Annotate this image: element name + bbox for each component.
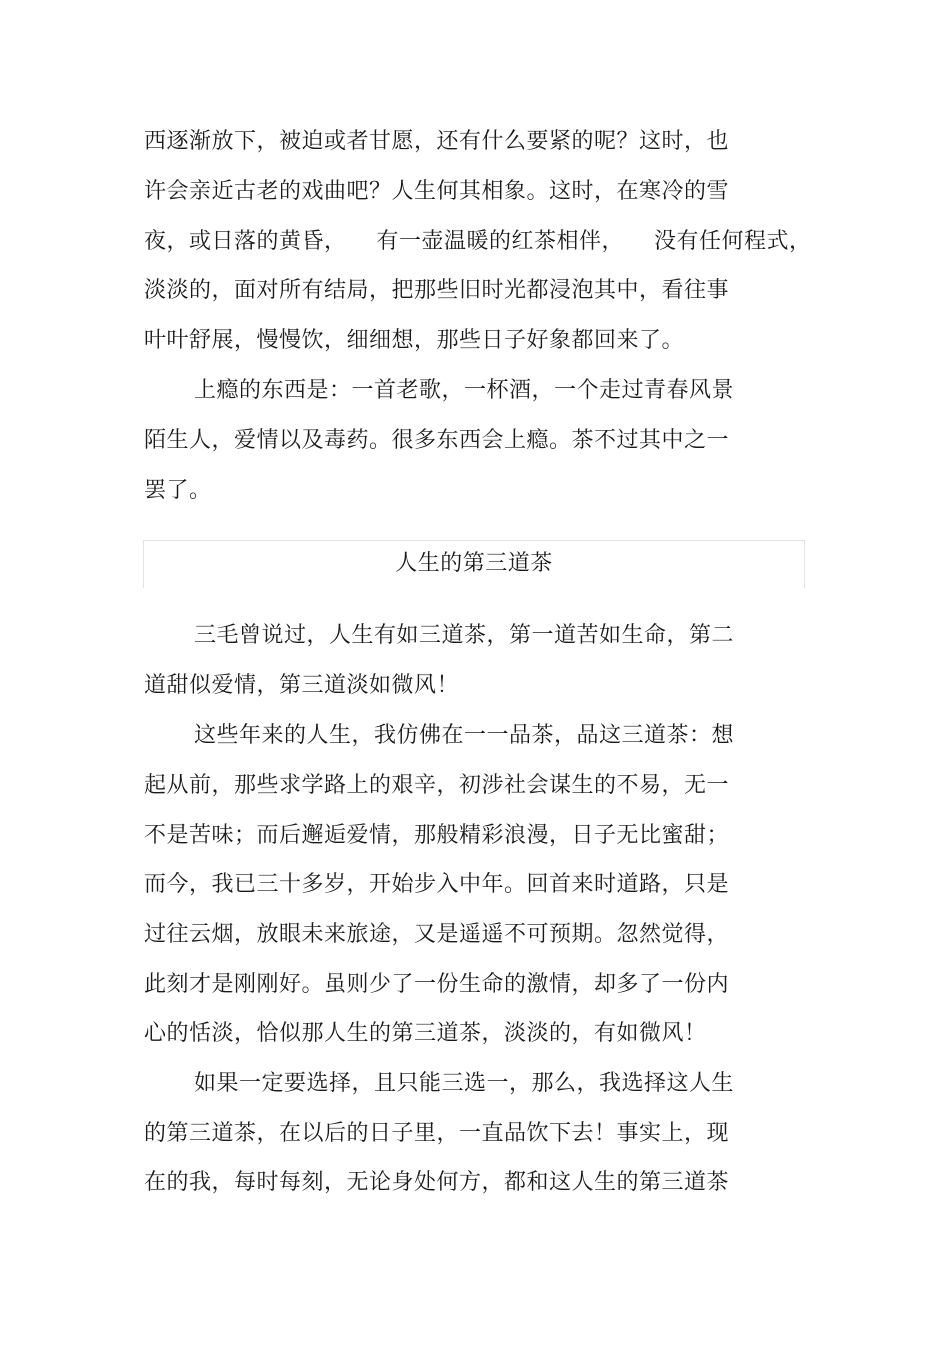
section-heading-box: [143, 540, 805, 588]
paragraph-line: 此刻才是刚刚好。虽则少了一份生命的激情，却多了一份内: [144, 972, 730, 997]
paragraph-line: 许会亲近古老的戏曲吧？人生何其相象。这时，在寒冷的雪: [144, 179, 730, 204]
paragraph-line: 罢了。: [144, 478, 212, 503]
paragraph-line: 三毛曾说过，人生有如三道茶，第一道苦如生命，第二: [194, 623, 735, 648]
paragraph-line: 如果一定要选择，且只能三选一，那么，我选择这人生: [194, 1071, 735, 1096]
paragraph-line: 西逐渐放下，被迫或者甘愿，还有什么要紧的呢？这时，也: [144, 129, 730, 154]
paragraph-line: 过往云烟，放眼未来旅途，又是遥遥不可预期。忽然觉得，: [144, 922, 730, 947]
paragraph-line: 淡淡的，面对所有结局，把那些旧时光都浸泡其中，看往事: [144, 278, 730, 303]
paragraph-line: 夜，或日落的黄昏， 有一壶温暖的红茶相伴， 没有任何程式，: [144, 229, 812, 254]
paragraph-line: 不是苦味；而后邂逅爱情，那般精彩浪漫，日子无比蜜甜；: [144, 823, 730, 848]
paragraph-line: 陌生人，爱情以及毒药。很多东西会上瘾。茶不过其中之一: [144, 428, 730, 453]
paragraph-line: 叶叶舒展，慢慢饮，细细想，那些日子好象都回来了。: [144, 328, 685, 353]
paragraph-line: 而今，我已三十多岁，开始步入中年。回首来时道路，只是: [144, 872, 730, 897]
paragraph-line: 上瘾的东西是：一首老歌，一杯酒，一个走过青春风景: [194, 378, 735, 403]
paragraph-line: 心的恬淡，恰似那人生的第三道茶，淡淡的，有如微风！: [144, 1021, 707, 1046]
paragraph-line: 这些年来的人生，我仿佛在一一品茶，品这三道茶：想: [194, 723, 735, 748]
paragraph-line: 起从前，那些求学路上的艰辛，初涉社会谋生的不易，无一: [144, 773, 730, 798]
paragraph-line: 在的我，每时每刻，无论身处何方，都和这人生的第三道茶: [144, 1170, 730, 1195]
paragraph-line: 道甜似爱情，第三道淡如微风！: [144, 673, 460, 698]
paragraph-line: 的第三道茶，在以后的日子里，一直品饮下去！事实上，现: [144, 1121, 730, 1146]
section-heading: 人生的第三道茶: [395, 551, 553, 576]
